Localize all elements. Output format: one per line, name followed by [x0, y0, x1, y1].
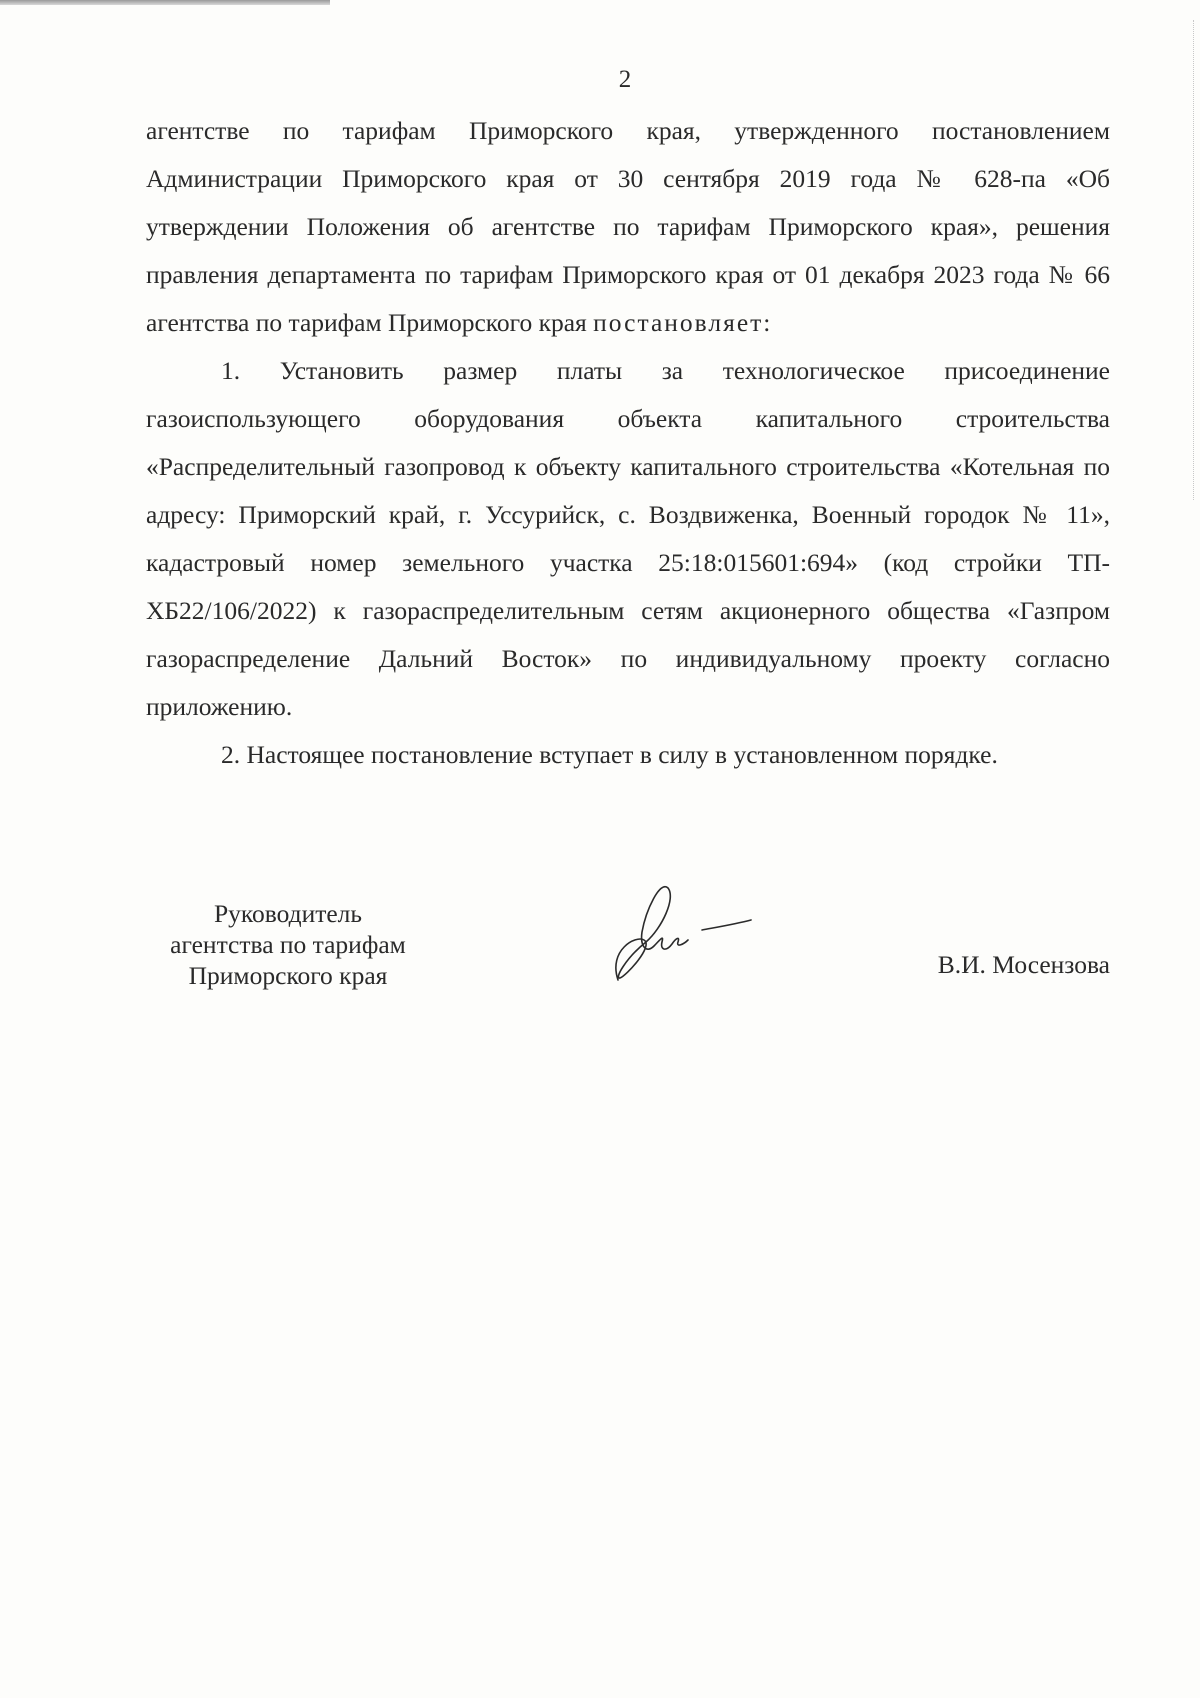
- paragraph-item-2: 2. Настоящее постановление вступает в силу в установленном порядке.: [221, 740, 998, 769]
- page-number: 2: [618, 66, 632, 93]
- decree-keyword: постановляет:: [593, 308, 773, 337]
- signatory-name: В.И. Мосензова: [937, 950, 1110, 979]
- signatory-title: [143, 898, 433, 991]
- document-body: [146, 107, 1110, 779]
- paragraph-item-1: 1. Установить размер платы за технологическое присоединение газоиспользующего оборудования объекта капитального строительства «Распределительный газопровод к объекту капитального строительства «Котельная по адресу: Приморский край, г. Уссурийск, с. Воздвиженка, Военный городок № 11», кадастровый номер земельного участка 25:18:015601:694» (код стройки ТП-ХБ22/106/2022) к газораспределительным сетям акционерного общества «Газпром газораспределение Дальний Восток» по индивидуальному проекту согласно приложению.: [146, 356, 1110, 721]
- paragraph-preamble: [146, 107, 1110, 347]
- preamble-text: агентстве по тарифам Приморского края, утвержденного постановлением Администрации Приморского края от 30 сентября 2019 года № 628-па «Об утверждении Положения об агентстве по тарифам Приморского края», решения правления департамента по тарифам Приморского края от 01 декабря 2023 года № 66 агентства по тарифам Приморского края: [146, 116, 1110, 337]
- signatory-title-line: Руководитель: [213, 899, 363, 928]
- signatory-title-line: Приморского края: [188, 961, 388, 990]
- signatory-title-line: агентства по тарифам: [170, 930, 406, 959]
- handwritten-signature-icon: [606, 880, 756, 990]
- scan-edge-artifact: [0, 0, 330, 5]
